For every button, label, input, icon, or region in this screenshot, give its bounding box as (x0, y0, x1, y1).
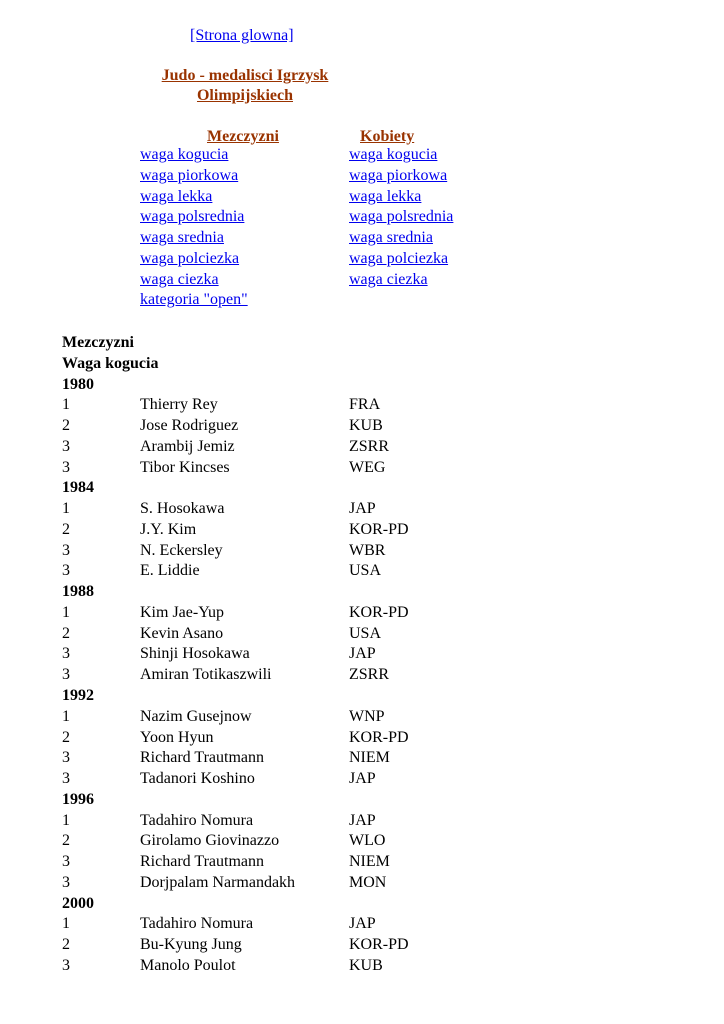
athlete-name: Dorjpalam Narmandakh (140, 873, 296, 891)
medalist-row (62, 914, 702, 935)
country-code: KOR-PD (349, 936, 409, 954)
section-gender-heading: Mezczyzni (62, 334, 134, 351)
medalist-row (62, 665, 702, 686)
section-category-heading: Waga kogucia (62, 354, 159, 372)
women-category-link[interactable]: waga piorkowa (349, 166, 448, 184)
athlete-name: Tibor Kincses (140, 458, 230, 476)
medalist-row (62, 728, 702, 749)
women-category-item (349, 249, 453, 270)
year-heading: 2000 (62, 894, 94, 912)
women-category-item (349, 207, 453, 228)
women-category-link[interactable]: waga kogucia (349, 146, 438, 163)
medal-place: 3 (62, 666, 70, 684)
medalist-row (62, 748, 702, 769)
medalist-row (62, 811, 702, 832)
medal-place: 1 (62, 500, 70, 518)
medal-place: 3 (62, 541, 70, 559)
medal-place: 1 (62, 707, 70, 725)
country-code: MON (349, 873, 387, 891)
men-category-item (140, 249, 248, 270)
women-category-item (349, 145, 453, 166)
country-code: KUB (349, 956, 383, 974)
medalist-row (62, 956, 702, 977)
country-code: WLO (349, 832, 386, 850)
year-heading: 1984 (62, 479, 94, 497)
athlete-name: Nazim Gusejnow (140, 707, 252, 725)
medalist-row (62, 852, 702, 873)
athlete-name: N. Eckersley (140, 541, 223, 559)
page-title-text-2: Olimpijskiech (196, 87, 293, 104)
medal-place: 2 (62, 520, 70, 538)
medal-place: 1 (62, 915, 70, 933)
women-category-link[interactable]: waga lekka (349, 187, 422, 205)
page-title-text-1: Judo - medalisci Igrzysk (161, 67, 329, 84)
athlete-name: Thierry Rey (140, 396, 218, 414)
men-category-link[interactable]: waga srednia (140, 229, 224, 246)
country-code: JAP (349, 645, 376, 663)
athlete-name: J.Y. Kim (140, 520, 197, 538)
men-category-item (140, 145, 248, 166)
medalist-row (62, 624, 702, 645)
athlete-name: Yoon Hyun (140, 728, 214, 746)
medalist-row (62, 831, 702, 852)
medalist-row (62, 644, 702, 665)
medal-place: 3 (62, 437, 70, 455)
country-code: KOR-PD (349, 728, 409, 746)
medal-place: 3 (62, 770, 70, 788)
women-category-link[interactable]: waga ciezka (349, 270, 428, 288)
athlete-name: Bu-Kyung Jung (140, 936, 242, 954)
athlete-name: Richard Trautmann (140, 749, 264, 767)
medal-place: 2 (62, 624, 70, 642)
medal-place: 2 (62, 417, 70, 435)
women-column-header: Kobiety (360, 128, 415, 145)
medalist-row (62, 603, 702, 624)
year-heading: 1996 (62, 790, 94, 808)
men-category-link[interactable]: waga kogucia (140, 146, 229, 163)
medal-place: 3 (62, 562, 70, 580)
country-code: USA (349, 624, 382, 642)
women-category-link[interactable]: waga polciezka (349, 249, 449, 267)
men-category-item (140, 228, 248, 249)
medalist-row (62, 769, 702, 790)
women-category-item (349, 270, 453, 291)
medalist-row (62, 499, 702, 520)
home-link[interactable]: [Strona glowna] (190, 27, 294, 44)
men-category-item (140, 270, 248, 291)
men-category-link[interactable]: waga lekka (140, 187, 213, 205)
men-category-item (140, 290, 248, 311)
men-category-link[interactable]: waga polsrednia (140, 208, 245, 226)
country-code: WEG (349, 458, 386, 476)
country-code: ZSRR (349, 666, 390, 684)
page-title-line-2 (0, 86, 490, 106)
medal-place: 3 (62, 956, 70, 974)
medal-place: 2 (62, 728, 70, 746)
medalist-row (62, 395, 702, 416)
medalist-row (62, 541, 702, 562)
country-code: KOR-PD (349, 520, 409, 538)
men-category-item (140, 187, 248, 208)
men-category-item (140, 166, 248, 187)
women-category-item (349, 228, 453, 249)
country-code: JAP (349, 915, 376, 933)
athlete-name: E. Liddie (140, 562, 200, 580)
medalist-row (62, 437, 702, 458)
medal-place: 3 (62, 853, 70, 871)
medalist-row (62, 520, 702, 541)
page-title-line-1 (0, 66, 490, 86)
country-code: FRA (349, 396, 381, 414)
athlete-name: Girolamo Giovinazzo (140, 832, 280, 850)
country-code: JAP (349, 500, 376, 518)
country-code: WNP (349, 707, 385, 725)
men-category-nav (140, 145, 248, 311)
country-code: KOR-PD (349, 603, 409, 621)
men-category-link[interactable]: kategoria "open" (140, 291, 248, 309)
women-category-link[interactable]: waga polsrednia (349, 208, 454, 226)
athlete-name: Manolo Poulot (140, 956, 236, 974)
year-heading: 1980 (62, 375, 94, 393)
country-code: NIEM (349, 853, 390, 871)
athlete-name: S. Hosokawa (140, 500, 225, 518)
athlete-name: Richard Trautmann (140, 853, 264, 871)
athlete-name: Tadanori Koshino (140, 770, 255, 788)
country-code: NIEM (349, 749, 390, 767)
athlete-name: Arambij Jemiz (140, 437, 235, 455)
year-heading: 1988 (62, 583, 94, 601)
men-category-item (140, 207, 248, 228)
women-category-item (349, 166, 453, 187)
medalist-row (62, 873, 702, 894)
results-table (62, 333, 702, 977)
country-code: KUB (349, 417, 383, 435)
athlete-name: Shinji Hosokawa (140, 645, 250, 663)
medalist-row (62, 561, 702, 582)
medalist-row (62, 416, 702, 437)
athlete-name: Tadahiro Nomura (140, 811, 254, 829)
athlete-name: Jose Rodriguez (140, 417, 239, 435)
medalist-row (62, 707, 702, 728)
country-code: USA (349, 562, 382, 580)
medalist-row (62, 935, 702, 956)
country-code: ZSRR (349, 437, 390, 455)
medal-place: 3 (62, 645, 70, 663)
country-code: JAP (349, 770, 376, 788)
men-category-link[interactable]: waga piorkowa (140, 166, 239, 184)
athlete-name: Amiran Totikaszwili (140, 666, 272, 684)
medal-place: 1 (62, 396, 70, 414)
country-code: JAP (349, 811, 376, 829)
medal-place: 3 (62, 749, 70, 767)
medal-place: 2 (62, 936, 70, 954)
country-code: WBR (349, 541, 386, 559)
medal-place: 1 (62, 603, 70, 621)
men-column-header: Mezczyzni (207, 128, 279, 145)
women-category-item (349, 187, 453, 208)
athlete-name: Kim Jae-Yup (140, 603, 224, 621)
athlete-name: Tadahiro Nomura (140, 915, 254, 933)
medalist-row (62, 458, 702, 479)
medal-place: 2 (62, 832, 70, 850)
medal-place: 3 (62, 458, 70, 476)
athlete-name: Kevin Asano (140, 624, 224, 642)
men-category-link[interactable]: waga polciezka (140, 249, 240, 267)
year-heading: 1992 (62, 687, 94, 705)
medal-place: 3 (62, 873, 70, 891)
men-category-link[interactable]: waga ciezka (140, 270, 219, 288)
medal-place: 1 (62, 811, 70, 829)
women-category-nav (349, 145, 453, 290)
women-category-link[interactable]: waga srednia (349, 229, 433, 246)
